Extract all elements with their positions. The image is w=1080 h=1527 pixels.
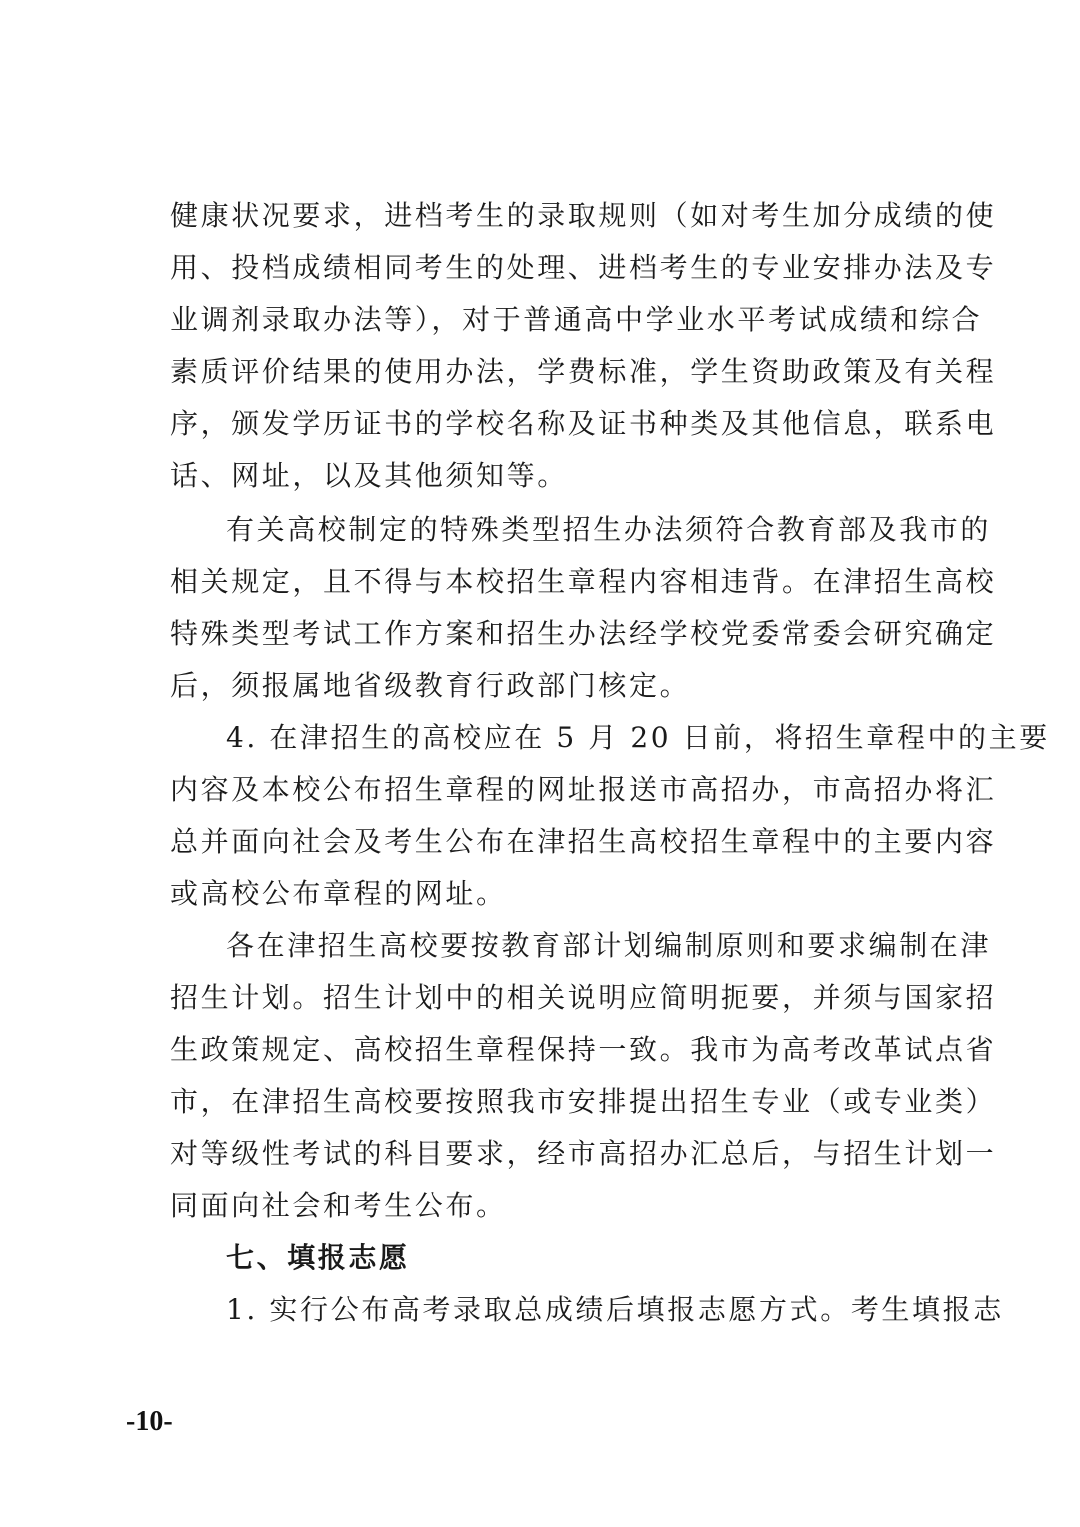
text-line: 同面向社会和考生公布。 [170, 1189, 507, 1222]
text-line: 话、网址，以及其他须知等。 [170, 459, 568, 492]
page-number: -10- [126, 1406, 173, 1437]
text-line: 业调剂录取办法等），对于普通高中学业水平考试成绩和综合 [170, 303, 983, 336]
text-line: 生政策规定、高校招生章程保持一致。我市为高考改革试点省 [170, 1033, 997, 1066]
paragraph-first-line: 1. 实行公布高考录取总成绩后填报志愿方式。考生填报志 [226, 1293, 1004, 1326]
paragraph-first-line: 有关高校制定的特殊类型招生办法须符合教育部及我市的 [226, 513, 992, 546]
text-line: 市，在津招生高校要按照我市安排提出招生专业（或专业类） [170, 1085, 997, 1118]
text-line: 素质评价结果的使用办法，学费标准，学生资助政策及有关程 [170, 355, 997, 388]
text-line: 特殊类型考试工作方案和招生办法经学校党委常委会研究确定 [170, 617, 997, 650]
text-line: 总并面向社会及考生公布在津招生高校招生章程中的主要内容 [170, 825, 997, 858]
text-line: 内容及本校公布招生章程的网址报送市高招办，市高招办将汇 [170, 773, 997, 806]
text-line: 招生计划。招生计划中的相关说明应简明扼要，并须与国家招 [170, 981, 997, 1014]
paragraph-first-line: 4. 在津招生的高校应在 5 月 20 日前，将招生章程中的主要 [226, 721, 1050, 754]
text-line: 相关规定，且不得与本校招生章程内容相违背。在津招生高校 [170, 565, 997, 598]
text-line: 或高校公布章程的网址。 [170, 877, 507, 910]
section-heading: 七、填报志愿 [226, 1241, 410, 1274]
text-line: 健康状况要求，进档考生的录取规则（如对考生加分成绩的使 [170, 199, 997, 232]
text-line: 用、投档成绩相同考生的处理、进档考生的专业安排办法及专 [170, 251, 997, 284]
paragraph-first-line: 各在津招生高校要按教育部计划编制原则和要求编制在津 [226, 929, 992, 962]
text-line: 后，须报属地省级教育行政部门核定。 [170, 669, 691, 702]
text-line: 对等级性考试的科目要求，经市高招办汇总后，与招生计划一 [170, 1137, 997, 1170]
text-line: 序，颁发学历证书的学校名称及证书种类及其他信息，联系电 [170, 407, 997, 440]
